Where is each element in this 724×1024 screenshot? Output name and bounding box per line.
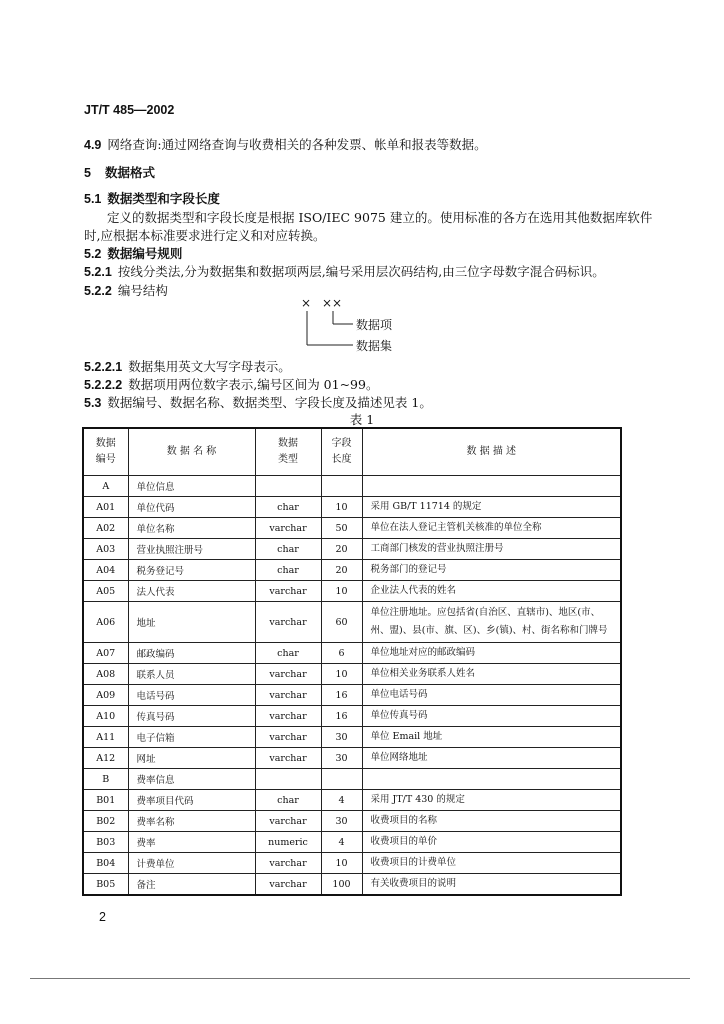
cell-type: varchar (255, 602, 321, 643)
cell-length: 10 (321, 664, 362, 685)
cell-length: 16 (321, 706, 362, 727)
cell-length: 60 (321, 602, 362, 643)
cell-code: A04 (83, 560, 128, 581)
cell-code: A07 (83, 643, 128, 664)
cell-name: 联系人员 (128, 664, 255, 685)
cell-name: 电子信箱 (128, 727, 255, 748)
cell-type: varchar (255, 706, 321, 727)
cell-type: varchar (255, 748, 321, 769)
cell-code: B03 (83, 832, 128, 853)
cell-type (255, 476, 321, 497)
cell-code: B01 (83, 790, 128, 811)
cell-type: varchar (255, 874, 321, 896)
cell-name: 法人代表 (128, 581, 255, 602)
cell-code: A11 (83, 727, 128, 748)
cell-description: 采用 JT/T 430 的规定 (362, 790, 621, 811)
header-length (321, 428, 362, 476)
dataset-code-mark: × (301, 296, 312, 310)
cell-type: varchar (255, 518, 321, 539)
section-text: 数据集用英文大写字母表示。 (128, 359, 291, 374)
cell-code: A12 (83, 748, 128, 769)
section-text: 网络查询:通过网络查询与收费相关的各种发票、帐单和报表等数据。 (107, 137, 487, 152)
cell-name: 单位代码 (128, 497, 255, 518)
header-name: 数 据 名 称 (128, 428, 255, 476)
section-5-2-2-2 (84, 375, 378, 393)
cell-length: 10 (321, 581, 362, 602)
cell-code: A09 (83, 685, 128, 706)
cell-name: 传真号码 (128, 706, 255, 727)
cell-length: 100 (321, 874, 362, 896)
cell-name: 费率名称 (128, 811, 255, 832)
cell-description: 收费项目的单价 (362, 832, 621, 853)
header-code-line2: 编号 (95, 454, 116, 465)
cell-description: 收费项目的计费单位 (362, 853, 621, 874)
cell-description: 单位在法人登记主管机关核准的单位全称 (362, 518, 621, 539)
section-number: 4.9 (84, 138, 102, 152)
table-caption: 表 1 (349, 412, 375, 427)
cell-name: 计费单位 (128, 853, 255, 874)
table-row (83, 874, 621, 896)
cell-description: 采用 GB/T 11714 的规定 (362, 497, 621, 518)
cell-description: 有关收费项目的说明 (362, 874, 621, 896)
cell-name: 邮政编码 (128, 643, 255, 664)
cell-length (321, 476, 362, 497)
cell-length (321, 769, 362, 790)
section-title: 数据编号规则 (107, 246, 183, 261)
cell-code: A06 (83, 602, 128, 643)
cell-length: 10 (321, 497, 362, 518)
cell-type: varchar (255, 685, 321, 706)
cell-type: varchar (255, 664, 321, 685)
cell-type: char (255, 643, 321, 664)
section-5-2 (84, 244, 182, 262)
cell-name: 税务登记号 (128, 560, 255, 581)
footer-rule (30, 978, 690, 979)
header-description: 数 据 描 述 (362, 428, 621, 476)
dataset-label: 数据集 (356, 339, 393, 353)
code-structure-diagram (290, 298, 420, 358)
cell-description: 单位网络地址 (362, 748, 621, 769)
cell-length: 30 (321, 727, 362, 748)
cell-type: varchar (255, 811, 321, 832)
header-type-line1: 数据 (278, 438, 298, 449)
section-number: 5.2.1 (84, 265, 112, 279)
section-number: 5.2 (84, 247, 102, 261)
cell-description: 单位传真号码 (362, 706, 621, 727)
cell-code: B (83, 769, 128, 790)
section-5-2-2-1 (84, 357, 291, 375)
table-row (83, 706, 621, 727)
cell-length: 10 (321, 853, 362, 874)
section-5-2-2 (84, 281, 168, 299)
section-text: 按线分类法,分为数据集和数据项两层,编号采用层次码结构,由三位字母数字混合码标识。 (117, 264, 605, 279)
cell-name: 单位名称 (128, 518, 255, 539)
dataitem-label: 数据项 (356, 318, 393, 332)
cell-code: A02 (83, 518, 128, 539)
section-number: 5 (84, 166, 91, 180)
section-text: 编号结构 (117, 283, 168, 298)
page-number: 2 (99, 910, 106, 924)
cell-name: 地址 (128, 602, 255, 643)
header-type (255, 428, 321, 476)
cell-length: 20 (321, 560, 362, 581)
section-title: 数据格式 (104, 165, 155, 180)
section-title: 数据类型和字段长度 (107, 191, 220, 206)
cell-description: 工商部门核发的营业执照注册号 (362, 539, 621, 560)
header-length-line2: 长度 (331, 454, 352, 465)
table-row (83, 497, 621, 518)
cell-length: 50 (321, 518, 362, 539)
section-number: 5.3 (84, 396, 102, 410)
cell-name: 费率项目代码 (128, 790, 255, 811)
cell-code: A03 (83, 539, 128, 560)
cell-name: 营业执照注册号 (128, 539, 255, 560)
section-number: 5.1 (84, 192, 102, 206)
cell-code: A01 (83, 497, 128, 518)
section-5-1-para-line1: 定义的数据类型和字段长度是根据 ISO/IEC 9075 建立的。使用标准的各方在选用其他数据库软件 (107, 210, 653, 225)
cell-type (255, 769, 321, 790)
document-id: JT/T 485—2002 (84, 103, 175, 117)
table-row (83, 769, 621, 790)
cell-type: char (255, 790, 321, 811)
table-row (83, 748, 621, 769)
cell-description: 单位注册地址。应包括省(自治区、直辖市)、地区(市、州、盟)、县(市、旗、区)、乡(镇)、村、街名称和门牌号 (362, 602, 621, 643)
section-number: 5.2.2 (84, 284, 112, 298)
section-5-1-para-line2: 时,应根据本标准要求进行定义和对应转换。 (84, 228, 326, 243)
cell-code: B05 (83, 874, 128, 896)
cell-code: A (83, 476, 128, 497)
table-row (83, 853, 621, 874)
section-text: 数据项用两位数字表示,编号区间为 01~99。 (128, 377, 379, 392)
table-row (83, 602, 621, 643)
cell-code: A10 (83, 706, 128, 727)
section-number: 5.2.2.2 (84, 378, 123, 392)
cell-length: 6 (321, 643, 362, 664)
cell-description: 收费项目的名称 (362, 811, 621, 832)
cell-description: 税务部门的登记号 (362, 560, 621, 581)
cell-name: 费率 (128, 832, 255, 853)
cell-name: 网址 (128, 748, 255, 769)
cell-type: varchar (255, 581, 321, 602)
cell-description (362, 769, 621, 790)
section-5-1 (84, 189, 220, 207)
cell-type: char (255, 539, 321, 560)
header-code-line1: 数据 (95, 438, 116, 449)
cell-length: 20 (321, 539, 362, 560)
table-row (83, 581, 621, 602)
table-row (83, 643, 621, 664)
cell-name: 电话号码 (128, 685, 255, 706)
table-row (83, 539, 621, 560)
section-5 (84, 163, 155, 181)
dataitem-code-mark: ×× (322, 296, 343, 310)
section-number: 5.2.2.1 (84, 360, 123, 374)
cell-length: 16 (321, 685, 362, 706)
cell-length: 30 (321, 811, 362, 832)
section-text: 数据编号、数据名称、数据类型、字段长度及描述见表 1。 (107, 395, 432, 410)
cell-length: 30 (321, 748, 362, 769)
cell-length: 4 (321, 790, 362, 811)
table-row (83, 685, 621, 706)
cell-code: A05 (83, 581, 128, 602)
table-row (83, 664, 621, 685)
cell-code: B04 (83, 853, 128, 874)
cell-name: 单位信息 (128, 476, 255, 497)
cell-description: 单位电话号码 (362, 685, 621, 706)
cell-length: 4 (321, 832, 362, 853)
cell-code: A08 (83, 664, 128, 685)
header-code (83, 428, 128, 476)
table-row (83, 476, 621, 497)
section-4-9 (84, 135, 487, 153)
table-header-row (83, 428, 621, 476)
cell-type: char (255, 497, 321, 518)
cell-name: 费率信息 (128, 769, 255, 790)
cell-type: char (255, 560, 321, 581)
table-row (83, 727, 621, 748)
section-5-3 (84, 393, 432, 411)
cell-description (362, 476, 621, 497)
cell-description: 单位地址对应的邮政编码 (362, 643, 621, 664)
table-row (83, 811, 621, 832)
table-row (83, 790, 621, 811)
table-row (83, 560, 621, 581)
data-definition-table (82, 427, 622, 896)
table-row (83, 832, 621, 853)
header-length-line1: 字段 (331, 438, 352, 449)
section-5-2-1 (84, 262, 605, 280)
cell-description: 单位相关业务联系人姓名 (362, 664, 621, 685)
cell-description: 企业法人代表的姓名 (362, 581, 621, 602)
header-type-line2: 类型 (278, 454, 298, 465)
cell-type: varchar (255, 853, 321, 874)
cell-name: 备注 (128, 874, 255, 896)
cell-type: numeric (255, 832, 321, 853)
cell-code: B02 (83, 811, 128, 832)
cell-type: varchar (255, 727, 321, 748)
cell-description: 单位 Email 地址 (362, 727, 621, 748)
table-row (83, 518, 621, 539)
